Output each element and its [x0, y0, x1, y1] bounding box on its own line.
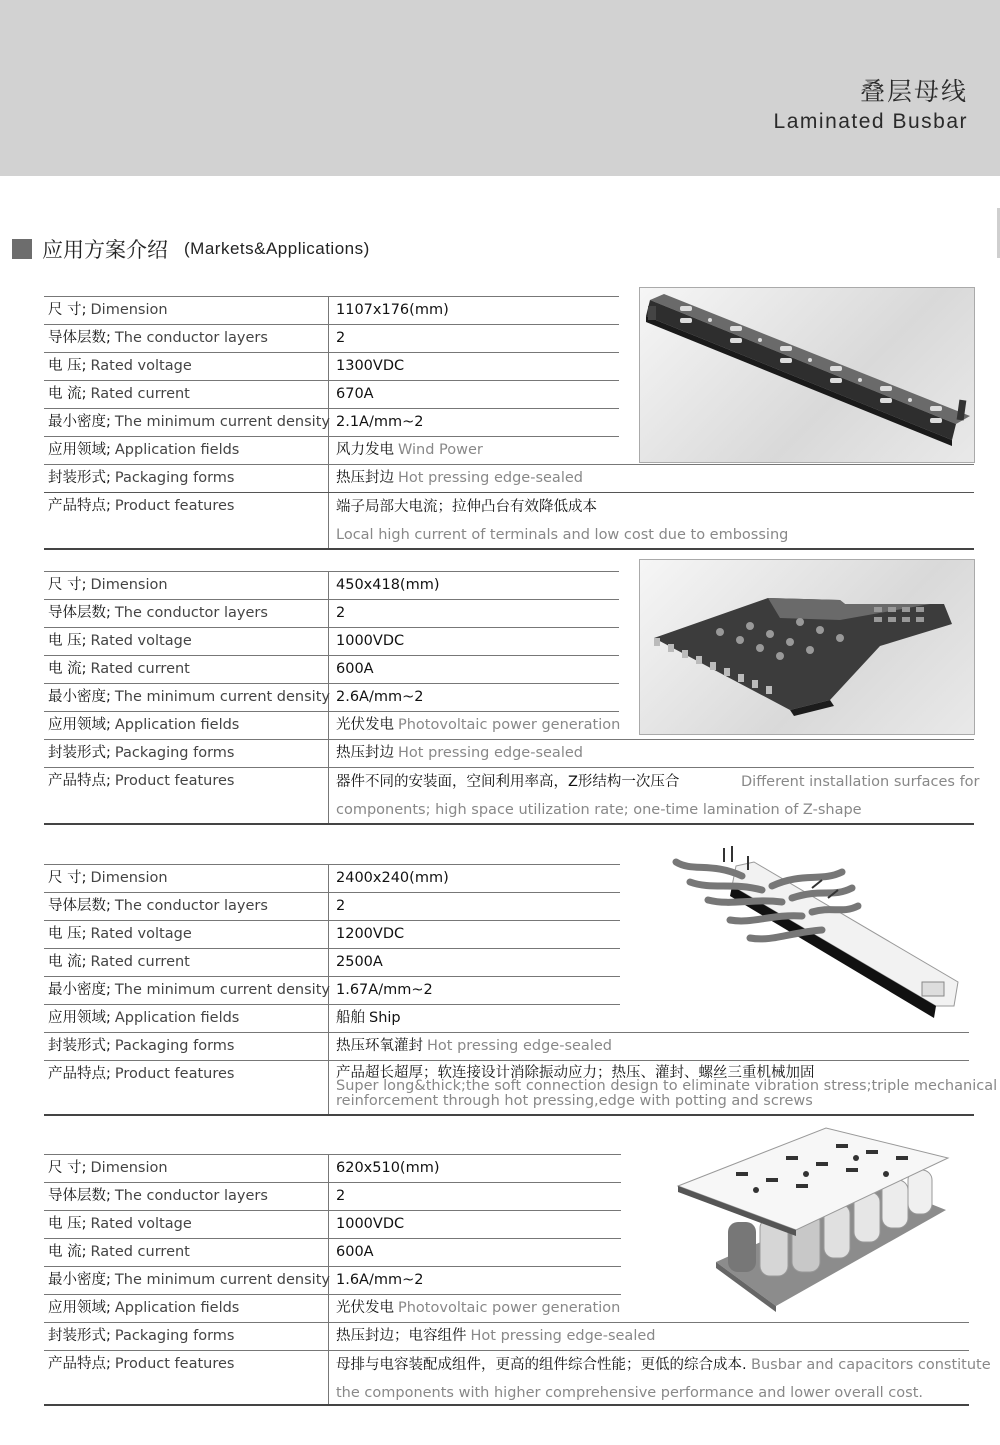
spec-label-cn: 封装形式; — [48, 470, 111, 486]
spec-label-en: Packaging forms — [114, 1038, 235, 1054]
section-heading — [12, 234, 370, 264]
spec-label-en: Packaging forms — [114, 470, 235, 486]
dimension-value: 1107x176(mm) — [336, 302, 449, 318]
spec-row — [44, 655, 619, 683]
spec-label — [48, 712, 239, 739]
spec-label — [48, 865, 168, 892]
spec-value-text: 风力发电 — [336, 442, 394, 458]
spec-label — [48, 1155, 168, 1182]
current-value: 670A — [336, 386, 374, 402]
spec-label — [48, 1295, 239, 1322]
spec-label — [48, 893, 268, 920]
features-en-b: the components with higher comprehensive performance and lower overall cost. — [336, 1385, 923, 1401]
spec-label-en: The minimum current density — [114, 982, 330, 998]
spec-row — [44, 920, 620, 948]
spec-label — [48, 656, 190, 683]
features-cn: 器件不同的安装面，空间利用率高，Z形结构一次压合 — [336, 774, 680, 790]
voltage-value: 1000VDC — [336, 633, 405, 649]
spec-label-en: The conductor layers — [114, 1188, 268, 1204]
spec-label — [48, 325, 268, 352]
spec-label-en: The minimum current density — [114, 414, 330, 430]
page-header — [0, 0, 1000, 176]
spec-row — [44, 296, 619, 324]
features-en: Local high current of terminals and low cost due to embossing — [336, 527, 789, 543]
spec-row — [44, 599, 619, 627]
spec-row — [44, 1210, 621, 1238]
spec-label-en: Dimension — [90, 577, 168, 593]
spec-row — [44, 1322, 969, 1350]
spec-label — [48, 1033, 234, 1060]
spec-label — [48, 1239, 190, 1266]
spec-value-text: 热压封边 — [336, 745, 394, 761]
spec-label-en: Dimension — [90, 1160, 168, 1176]
spec-label-cn: 导体层数; — [48, 898, 111, 914]
field-value — [336, 712, 620, 739]
spec-row — [44, 571, 619, 599]
spec-label-en: The minimum current density — [114, 689, 330, 705]
spec-label — [48, 600, 268, 627]
layers-value: 2 — [336, 330, 346, 346]
spec-label-en: Rated voltage — [90, 1216, 192, 1232]
spec-label-en: The conductor layers — [114, 605, 268, 621]
features-en-b: reinforcement through hot pressing,edge with potting and screws — [336, 1093, 813, 1109]
spec-value-text: Photovoltaic power generation — [398, 1300, 621, 1316]
spec-row — [44, 436, 619, 464]
spec-label-en: Application fields — [114, 442, 240, 458]
spec-value-text: Photovoltaic power generation — [398, 717, 621, 733]
spec-label-cn: 电 流; — [48, 954, 87, 970]
spec-label-en: Application fields — [114, 1010, 240, 1026]
spec-label-en: Application fields — [114, 1300, 240, 1316]
packaging-value — [336, 1323, 655, 1350]
packaging-value — [336, 465, 583, 492]
spec-label-cn: 产品特点; — [48, 1356, 111, 1372]
current-value: 2500A — [336, 954, 383, 970]
section-title-cn: 应用方案介绍 — [42, 238, 168, 262]
spec-row — [44, 464, 974, 492]
layers-value: 2 — [336, 898, 346, 914]
spec-label-en: Rated current — [90, 954, 190, 970]
dimension-value: 2400x240(mm) — [336, 870, 449, 886]
features-cn: 母排与电容装配成组件，更高的组件综合性能；更低的综合成本. — [336, 1357, 747, 1373]
spec-label-cn: 尺 寸; — [48, 302, 87, 318]
product-4-image — [676, 1126, 952, 1312]
spec-row — [44, 408, 619, 436]
spec-label — [48, 381, 190, 408]
spec-label — [48, 628, 192, 655]
spec-label-cn: 最小密度; — [48, 982, 111, 998]
section-title-en: (Markets&Applications) — [184, 239, 370, 258]
spec-label-cn: 电 流; — [48, 1244, 87, 1260]
spec-label-en: Packaging forms — [114, 745, 235, 761]
spec-label-en: Product features — [114, 773, 235, 789]
spec-value-text: Hot pressing edge-sealed — [398, 470, 583, 486]
voltage-value: 1000VDC — [336, 1216, 405, 1232]
features-en-b: components; high space utilization rate; one-time lamination of Z-shape — [336, 802, 862, 818]
product-3-image — [672, 842, 962, 1022]
table-bottom-rule — [44, 548, 974, 550]
spec-label-cn: 产品特点; — [48, 1066, 111, 1082]
spec-label-cn: 尺 寸; — [48, 1160, 87, 1176]
features-en-a: Busbar and capacitors constitute — [751, 1357, 991, 1373]
spec-label-en: Dimension — [90, 302, 168, 318]
spec-row — [44, 627, 619, 655]
current-value: 600A — [336, 1244, 374, 1260]
spec-label-en: Rated voltage — [90, 926, 192, 942]
spec-label — [48, 1211, 192, 1238]
spec-label-cn: 最小密度; — [48, 689, 111, 705]
spec-label-en: The minimum current density — [114, 1272, 330, 1288]
product-2-image — [639, 559, 975, 735]
spec-label-cn: 应用领域; — [48, 717, 111, 733]
spec-label-cn: 尺 寸; — [48, 577, 87, 593]
spec-label-cn: 尺 寸; — [48, 870, 87, 886]
spec-label — [48, 949, 190, 976]
spec-row — [44, 976, 620, 1004]
page-title-en: Laminated Busbar — [773, 110, 968, 133]
spec-row — [44, 711, 619, 739]
spec-label — [48, 465, 234, 492]
spec-label — [48, 1351, 234, 1378]
layers-value: 2 — [336, 1188, 346, 1204]
spec-label-en: Dimension — [90, 870, 168, 886]
spec-label — [48, 768, 234, 795]
spec-value-text: 热压封边；电容组件 — [336, 1328, 467, 1344]
table-bottom-rule — [44, 823, 974, 825]
spec-label — [48, 1267, 330, 1294]
square-bullet-icon — [12, 239, 32, 259]
page-title-cn: 叠层母线 — [859, 77, 968, 106]
spec-label-en: Rated current — [90, 386, 190, 402]
dimension-value: 450x418(mm) — [336, 577, 440, 593]
spec-label-en: The conductor layers — [114, 898, 268, 914]
spec-label-cn: 封装形式; — [48, 1038, 111, 1054]
spec-label-cn: 电 压; — [48, 1216, 87, 1232]
spec-value-text: Ship — [369, 1010, 401, 1026]
spec-label — [48, 409, 330, 436]
spec-row — [44, 1238, 621, 1266]
spec-label-en: Packaging forms — [114, 1328, 235, 1344]
spec-label-cn: 电 压; — [48, 358, 87, 374]
product-1-image — [639, 287, 975, 463]
spec-label-cn: 导体层数; — [48, 330, 111, 346]
voltage-value: 1300VDC — [336, 358, 405, 374]
current-value: 600A — [336, 661, 374, 677]
features-cn: 产品超长超厚；软连接设计消除振动应力；热压、灌封、螺丝三重机械加固 — [336, 1065, 815, 1081]
spec-label-en: Rated voltage — [90, 633, 192, 649]
spec-label-en: Rated current — [90, 661, 190, 677]
spec-row — [44, 948, 620, 976]
spec-row — [44, 380, 619, 408]
density-value: 2.1A/mm~2 — [336, 414, 424, 430]
spec-row — [44, 892, 620, 920]
spec-label-cn: 最小密度; — [48, 1272, 111, 1288]
spec-value-text: 热压环氧灌封 — [336, 1038, 423, 1054]
spec-value-text: Hot pressing edge-sealed — [427, 1038, 612, 1054]
density-value: 2.6A/mm~2 — [336, 689, 424, 705]
spec-label-cn: 封装形式; — [48, 1328, 111, 1344]
spec-label-cn: 产品特点; — [48, 498, 111, 514]
spec-label-en: Product features — [114, 1356, 235, 1372]
features-en-a: Super long&thick;the soft connection design to eliminate vibration stress;triple mechanical — [336, 1078, 998, 1094]
table-bottom-rule — [44, 1114, 974, 1116]
features-cn: 端子局部大电流；拉伸凸台有效降低成本 — [336, 499, 597, 515]
field-value — [336, 1295, 620, 1322]
layers-value: 2 — [336, 605, 346, 621]
spec-label — [48, 1323, 234, 1350]
spec-value-text: 船舶 — [336, 1010, 365, 1026]
field-value — [336, 437, 483, 464]
spec-label-en: Product features — [114, 1066, 235, 1082]
spec-label-en: Product features — [114, 498, 235, 514]
spec-label — [48, 297, 168, 324]
spec-label-cn: 导体层数; — [48, 605, 111, 621]
spec-label-cn: 应用领域; — [48, 442, 111, 458]
spec-label-cn: 封装形式; — [48, 745, 111, 761]
density-value: 1.67A/mm~2 — [336, 982, 433, 998]
packaging-value — [336, 1033, 612, 1060]
spec-label — [48, 1061, 234, 1088]
spec-value-text: 热压封边 — [336, 470, 394, 486]
spec-row — [44, 864, 620, 892]
spec-label-cn: 电 流; — [48, 386, 87, 402]
spec-label-en: Rated current — [90, 1244, 190, 1260]
spec-value-text: Hot pressing edge-sealed — [398, 745, 583, 761]
spec-label-cn: 应用领域; — [48, 1300, 111, 1316]
features-en-a: Different installation surfaces for — [741, 774, 980, 790]
spec-label-cn: 导体层数; — [48, 1188, 111, 1204]
spec-row — [44, 1182, 621, 1210]
spec-label-en: The conductor layers — [114, 330, 268, 346]
spec-value-text: Wind Power — [398, 442, 483, 458]
spec-label — [48, 684, 330, 711]
density-value: 1.6A/mm~2 — [336, 1272, 424, 1288]
field-value — [336, 1005, 401, 1032]
spec-row — [44, 324, 619, 352]
voltage-value: 1200VDC — [336, 926, 405, 942]
spec-label-en: Rated voltage — [90, 358, 192, 374]
spec-label-cn: 最小密度; — [48, 414, 111, 430]
spec-label-cn: 产品特点; — [48, 773, 111, 789]
spec-label-cn: 电 压; — [48, 633, 87, 649]
spec-label — [48, 1183, 268, 1210]
spec-value-text: 光伏发电 — [336, 717, 394, 733]
spec-row — [44, 352, 619, 380]
spec-row — [44, 683, 619, 711]
spec-row — [44, 1266, 621, 1294]
spec-label — [48, 977, 330, 1004]
spec-row — [44, 1004, 620, 1032]
spec-row — [44, 1294, 621, 1322]
spec-value-text: 光伏发电 — [336, 1300, 394, 1316]
spec-value-text: Hot pressing edge-sealed — [470, 1328, 656, 1344]
spec-label — [48, 1005, 239, 1032]
packaging-value — [336, 740, 583, 767]
spec-row — [44, 1032, 969, 1060]
spec-label — [48, 740, 234, 767]
table-bottom-rule — [44, 1404, 969, 1406]
spec-label — [48, 493, 234, 520]
spec-label-en: Application fields — [114, 717, 240, 733]
spec-label — [48, 921, 192, 948]
spec-label — [48, 353, 192, 380]
spec-label — [48, 572, 168, 599]
dimension-value: 620x510(mm) — [336, 1160, 440, 1176]
spec-row — [44, 1154, 621, 1182]
spec-label-cn: 电 流; — [48, 661, 87, 677]
spec-label — [48, 437, 239, 464]
spec-label-cn: 应用领域; — [48, 1010, 111, 1026]
spec-row — [44, 739, 974, 767]
spec-label-cn: 电 压; — [48, 926, 87, 942]
